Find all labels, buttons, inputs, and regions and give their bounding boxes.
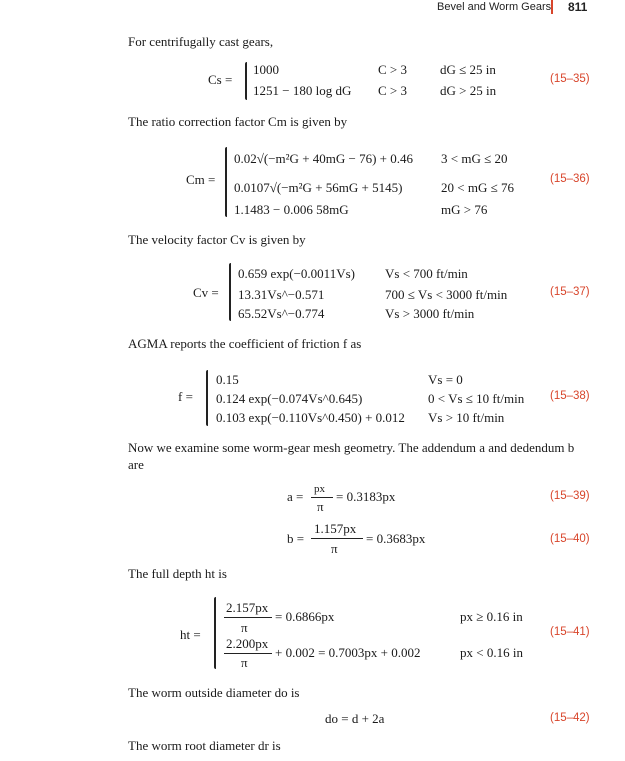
paragraph-geometry-line1: Now we examine some worm-gear mesh geometry. The addendum a and dedendum b <box>128 440 575 455</box>
eq-lhs: f = <box>178 389 193 404</box>
eq-row3-domain: Vs > 3000 ft/min <box>385 306 475 321</box>
paragraph-velocity-factor: The velocity factor Cv is given by <box>128 232 306 247</box>
paragraph-outside-diameter: The worm outside diameter do is <box>128 685 300 700</box>
eq-row1-rhs: = 0.6866px <box>275 609 335 624</box>
eq-row3-domain: mG > 76 <box>441 202 488 217</box>
eq-denominator: π <box>317 499 324 514</box>
eq-row2-denominator: π <box>241 655 248 670</box>
equation-number: (15–35) <box>550 73 590 85</box>
eq-lhs: b = <box>287 531 305 546</box>
equation-number: (15–40) <box>550 533 590 545</box>
equation-number: (15–39) <box>550 490 590 502</box>
eq-numerator: px <box>314 483 325 495</box>
paragraph-full-depth: The full depth ht is <box>128 566 227 581</box>
eq-row3-expr: 0.103 exp(−0.110Vs^0.450) + 0.012 <box>216 410 405 425</box>
eq-expr: do = d + 2a <box>325 711 385 726</box>
equation-number: (15–42) <box>550 712 590 724</box>
eq-row1-expr: 0.15 <box>216 372 239 387</box>
brace <box>206 370 208 426</box>
eq-numerator: 1.157px <box>314 521 357 536</box>
eq-lhs: ht = <box>180 627 201 642</box>
eq-rhs: = 0.3183px <box>336 489 396 504</box>
brace <box>225 147 227 217</box>
brace <box>214 597 216 669</box>
eq-row1-expr: 0.659 exp(−0.0011Vs) <box>238 266 355 281</box>
eq-row2-expr: 13.31Vs^−0.571 <box>238 287 325 302</box>
eq-denominator: π <box>331 541 338 556</box>
eq-row1-expr: 1000 <box>253 62 279 77</box>
eq-row2-domain: 0 < Vs ≤ 10 ft/min <box>428 391 525 406</box>
equation-number: (15–41) <box>550 626 590 638</box>
equation-number: (15–36) <box>550 173 590 185</box>
eq-row2-domain: 20 < mG ≤ 76 <box>441 180 514 195</box>
eq-row2-expr: 0.0107√(−m²G + 56mG + 5145) <box>234 180 403 195</box>
brace <box>245 62 247 100</box>
fraction-bar <box>224 617 272 618</box>
equation-number: (15–37) <box>550 286 590 298</box>
fraction-bar <box>311 538 363 539</box>
eq-row2-cond: C > 3 <box>378 83 408 98</box>
eq-row2-rhs: + 0.002 = 0.7003px + 0.002 <box>275 645 421 660</box>
eq-row2-domain: 700 ≤ Vs < 3000 ft/min <box>385 287 508 302</box>
page-number: 811 <box>568 0 588 14</box>
brace <box>229 263 231 321</box>
eq-rhs: = 0.3683px <box>366 531 426 546</box>
running-header: Bevel and Worm Gears <box>437 1 552 13</box>
eq-row1-denominator: π <box>241 620 248 635</box>
eq-lhs: Cs = <box>208 72 233 87</box>
eq-row1-cond: C > 3 <box>378 62 408 77</box>
eq-row1-domain: Vs < 700 ft/min <box>385 266 468 281</box>
fraction-bar <box>311 497 333 498</box>
eq-row1-domain: Vs = 0 <box>428 372 463 387</box>
eq-row2-expr: 1251 − 180 log dG <box>253 83 352 98</box>
eq-row1-domain: dG ≤ 25 in <box>440 62 496 77</box>
eq-row3-domain: Vs > 10 ft/min <box>428 410 505 425</box>
eq-row3-expr: 65.52Vs^−0.774 <box>238 306 325 321</box>
eq-lhs: a = <box>287 489 304 504</box>
eq-row3-expr: 1.1483 − 0.006 58mG <box>234 202 349 217</box>
eq-row2-numerator: 2.200px <box>226 636 269 651</box>
eq-row2-domain: dG > 25 in <box>440 83 497 98</box>
eq-row1-numerator: 2.157px <box>226 600 269 615</box>
equation-number: (15–38) <box>550 390 590 402</box>
paragraph-friction: AGMA reports the coefficient of friction f as <box>128 336 362 351</box>
eq-row1-expr: 0.02√(−m²G + 40mG − 76) + 0.46 <box>234 151 414 166</box>
paragraph-ratio-factor: The ratio correction factor Cm is given by <box>128 114 348 129</box>
eq-row1-domain: 3 < mG ≤ 20 <box>441 151 508 166</box>
eq-lhs: Cm = <box>186 172 216 187</box>
eq-row1-domain: px ≥ 0.16 in <box>460 609 523 624</box>
fraction-bar <box>224 653 272 654</box>
eq-row2-domain: px < 0.16 in <box>460 645 523 660</box>
paragraph-centrifugal: For centrifugally cast gears, <box>128 34 274 49</box>
header-divider <box>551 0 553 14</box>
eq-lhs: Cv = <box>193 285 219 300</box>
paragraph-geometry-line2: are <box>128 457 144 472</box>
eq-row2-expr: 0.124 exp(−0.074Vs^0.645) <box>216 391 363 406</box>
paragraph-root-diameter: The worm root diameter dr is <box>128 738 281 753</box>
